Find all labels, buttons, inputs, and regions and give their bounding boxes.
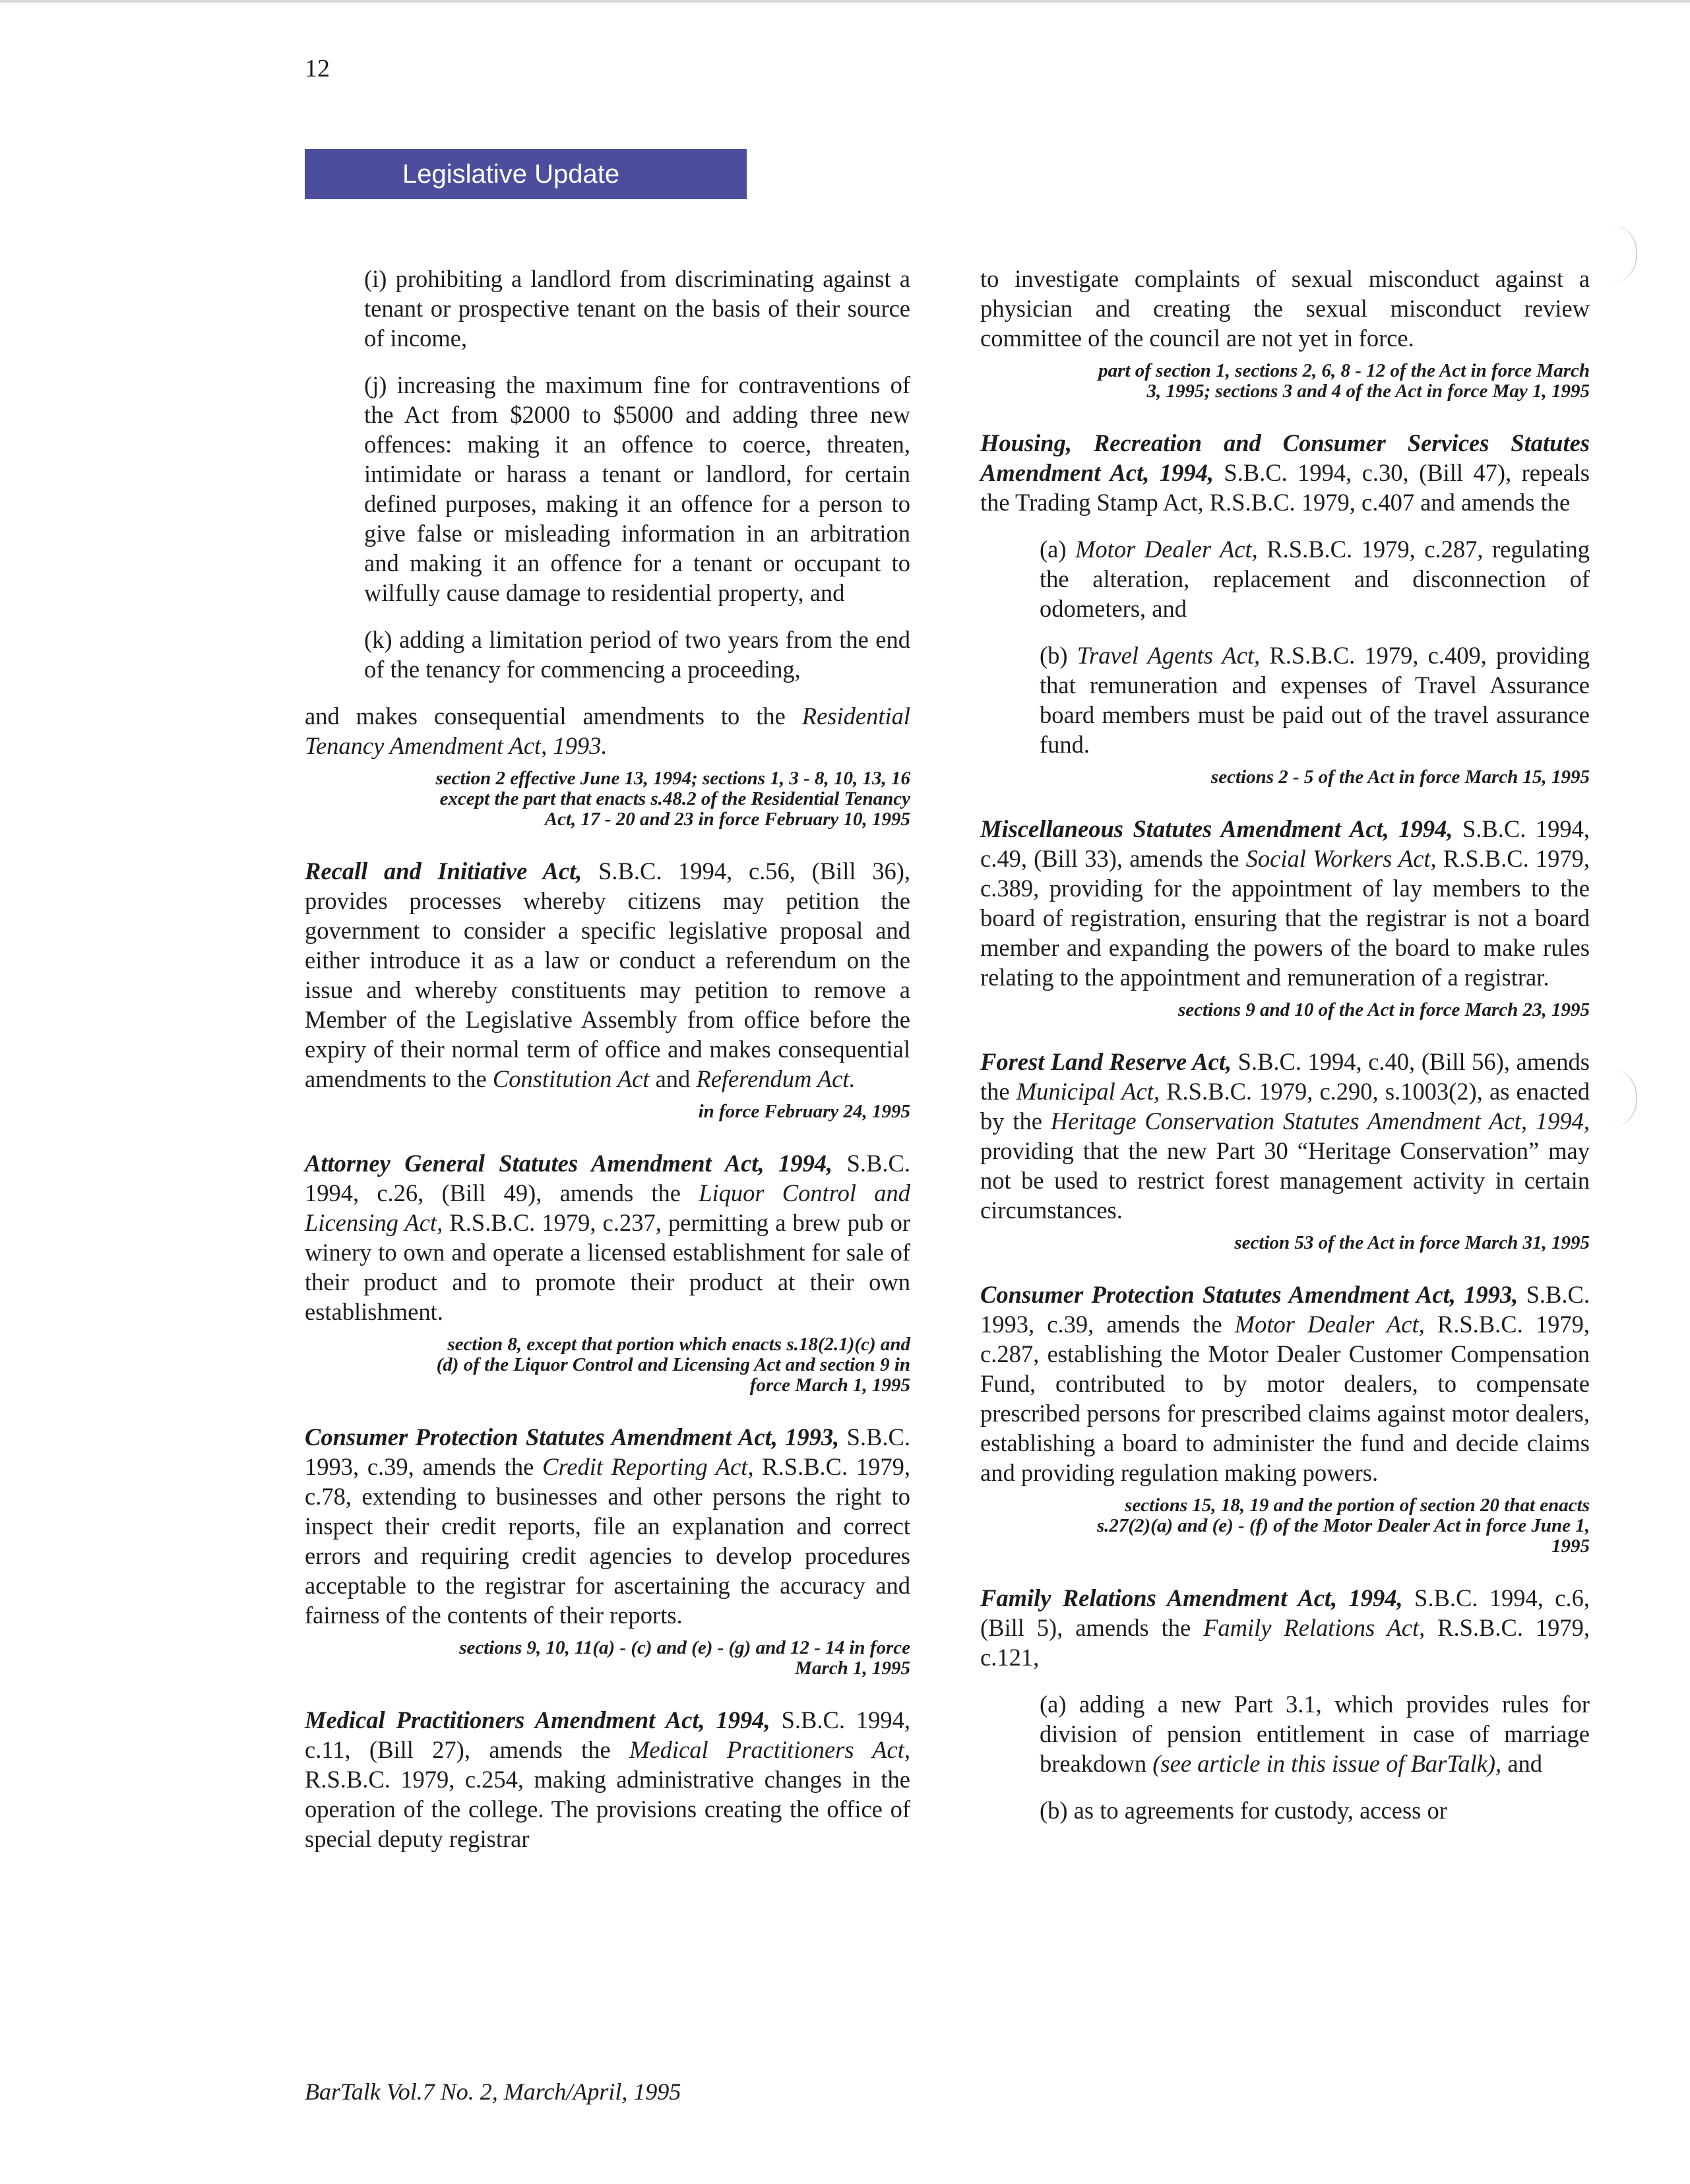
in-force-note: sections 15, 18, 19 and the portion of section 20 that enacts s.27(2)(a) and (e) - (f) of the Motor Dealer Act in force June 1, 1995 [1096,1495,1590,1557]
act-entry: Medical Practitioners Amendment Act, 1994, S.B.C. 1994, c.11, (Bill 27), amends the Medical Practitioners Act, R.S.B.C. 1979, c.254, making administrative changes in the operation of the college. The provisions creating the office of special deputy registrar [305,1706,910,1852]
list-item: (j) increasing the maximum fine for contraventions of the Act from $2000 to $5000 and adding three new offences: making it an offence to coerce, threaten, intimidate or harass a tenant or landlord, for certain defined purposes, making it an offence for a person to give false or misleading information in an arbitration and making it an offence for a tenant or occupant to wilfully cause damage to residential property, and [364,371,910,606]
act-title: Consumer Protection Statutes Amendment Act, 1993, [305,1423,840,1451]
scan-margin-mark [1610,224,1637,284]
act-title: Miscellaneous Statutes Amendment Act, 1994, [980,815,1453,842]
in-force-note: section 2 effective June 13, 1994; sections 1, 3 - 8, 10, 13, 16 except the part that enacts s.48.2 of the Residential Tenancy Act, 17 - 20 and 23 in force February 10, 1995 [435,768,910,830]
act-entry: Forest Land Reserve Act, S.B.C. 1994, c.40, (Bill 56), amends the Municipal Act, R.S.B.C. 1979, c.290, s.1003(2), as enacted by the Heritage Conservation Statutes Amendment Act, 1994, providing that the new Part 30 “Heritage Conservation” may not be used to restrict forest management activity in certain circumstances. [980,1048,1590,1224]
left-column [305,264,910,1854]
list-item: (i) prohibiting a landlord from discriminating against a tenant or prospective tenant on the basis of their source of income, [364,265,910,352]
page-number: 12 [305,55,330,82]
list-item: (a) Motor Dealer Act, R.S.B.C. 1979, c.287, regulating the alteration, replacement and disconnection of odometers, and [1040,536,1590,622]
list-item: (k) adding a limitation period of two years from the end of the tenancy for commencing a proceeding, [364,626,910,683]
act-entry: Recall and Initiative Act, S.B.C. 1994, c.56, (Bill 36), provides processes whereby citizens may petition the government to consider a specific legislative proposal and either introduce it as a law or conduct a referendum on the issue and whereby constituents may petition to remove a Member of the Legislative Assembly from office before the expiry of their normal term of office and makes consequential amendments to the Constitution Act and Referendum Act. [305,858,910,1092]
scan-margin-mark [1610,1069,1637,1128]
list-item: (a) adding a new Part 3.1, which provides rules for division of pension entitlement in case of marriage breakdown (see article in this issue of BarTalk), and [1040,1691,1590,1777]
in-force-note: sections 9 and 10 of the Act in force March 23, 1995 [1177,999,1590,1020]
in-force-note: section 8, except that portion which enacts s.18(2.1)(c) and (d) of the Liquor Control and Licensing Act and section 9 in force March 1, 1995 [436,1334,910,1396]
act-title: Attorney General Statutes Amendment Act, 1994, [305,1150,833,1177]
page-footer: BarTalk Vol.7 No. 2, March/April, 1995 [305,2078,681,2105]
act-entry: Family Relations Amendment Act, 1994, S.B.C. 1994, c.6, (Bill 5), amends the Family Relations Act, R.S.B.C. 1979, c.121, [980,1584,1590,1671]
paragraph: and makes consequential amendments to the Residential Tenancy Amendment Act, 1993. [305,702,910,759]
act-entry: Consumer Protection Statutes Amendment Act, 1993, S.B.C. 1993, c.39, amends the Motor Dealer Act, R.S.B.C. 1979, c.287, establishing the Motor Dealer Customer Compensation Fund, contributed to by motor dealers, to compensate prescribed persons for prescribed claims against motor dealers, establishing a board to administer the fund and decide claims and providing regulation making powers. [980,1281,1590,1486]
act-entry: Housing, Recreation and Consumer Services Statutes Amendment Act, 1994, S.B.C. 1994, c.30, (Bill 47), repeals the Trading Stamp Act, R.S.B.C. 1979, c.407 and amends the [980,429,1590,516]
right-column [980,264,1590,1825]
in-force-note: sections 2 - 5 of the Act in force March 15, 1995 [1210,766,1590,788]
in-force-note: section 53 of the Act in force March 31, 1995 [1234,1232,1590,1253]
section-banner: Legislative Update [305,149,747,199]
act-title: Medical Practitioners Amendment Act, 1994, [305,1706,770,1733]
list-item: (b) as to agreements for custody, access or [1040,1797,1447,1824]
act-title: Consumer Protection Statutes Amendment Act, 1993, [980,1281,1518,1308]
paragraph: to investigate complaints of sexual misconduct against a physician and creating the sexual misconduct review committee of the council are not yet in force. [980,265,1590,352]
in-force-note: part of section 1, sections 2, 6, 8 - 12 of the Act in force March 3, 1995; sections 3 and 4 of the Act in force May 1, 1995 [1098,360,1590,402]
list-item: (b) Travel Agents Act, R.S.B.C. 1979, c.409, providing that remuneration and expenses of Travel Assurance board members must be paid out of the travel assurance fund. [1040,642,1590,758]
act-title: Forest Land Reserve Act, [980,1048,1232,1075]
act-title: Housing, Recreation and Consumer Services Statutes Amendment Act, 1994, [980,429,1590,486]
act-entry: Miscellaneous Statutes Amendment Act, 1994, S.B.C. 1994, c.49, (Bill 33), amends the Social Workers Act, R.S.B.C. 1979, c.389, providing for the appointment of lay members to the board of registration, ensuring that the registrar is not a board member and expanding the powers of the board to make rules relating to the appointment and remuneration of a registrar. [980,815,1590,991]
act-title: Recall and Initiative Act, [305,858,582,885]
act-title: Family Relations Amendment Act, 1994, [980,1584,1403,1611]
act-entry: Attorney General Statutes Amendment Act, 1994, S.B.C. 1994, c.26, (Bill 49), amends the Liquor Control and Licensing Act, R.S.B.C. 1979, c.237, permitting a brew pub or winery to own and operate a licensed establishment for sale of their product and to promote their product at their own establishment. [305,1150,910,1325]
in-force-note: in force February 24, 1995 [698,1101,910,1122]
scan-edge [0,0,1690,3]
act-entry: Consumer Protection Statutes Amendment Act, 1993, S.B.C. 1993, c.39, amends the Credit Reporting Act, R.S.B.C. 1979, c.78, extending to businesses and other persons the right to inspect their credit reports, file an explanation and correct errors and requiring credit agencies to develop procedures acceptable to the registrar for ascertaining the accuracy and fairness of the contents of their reports. [305,1423,910,1629]
in-force-note: sections 9, 10, 11(a) - (c) and (e) - (g) and 12 - 14 in force March 1, 1995 [459,1637,910,1679]
